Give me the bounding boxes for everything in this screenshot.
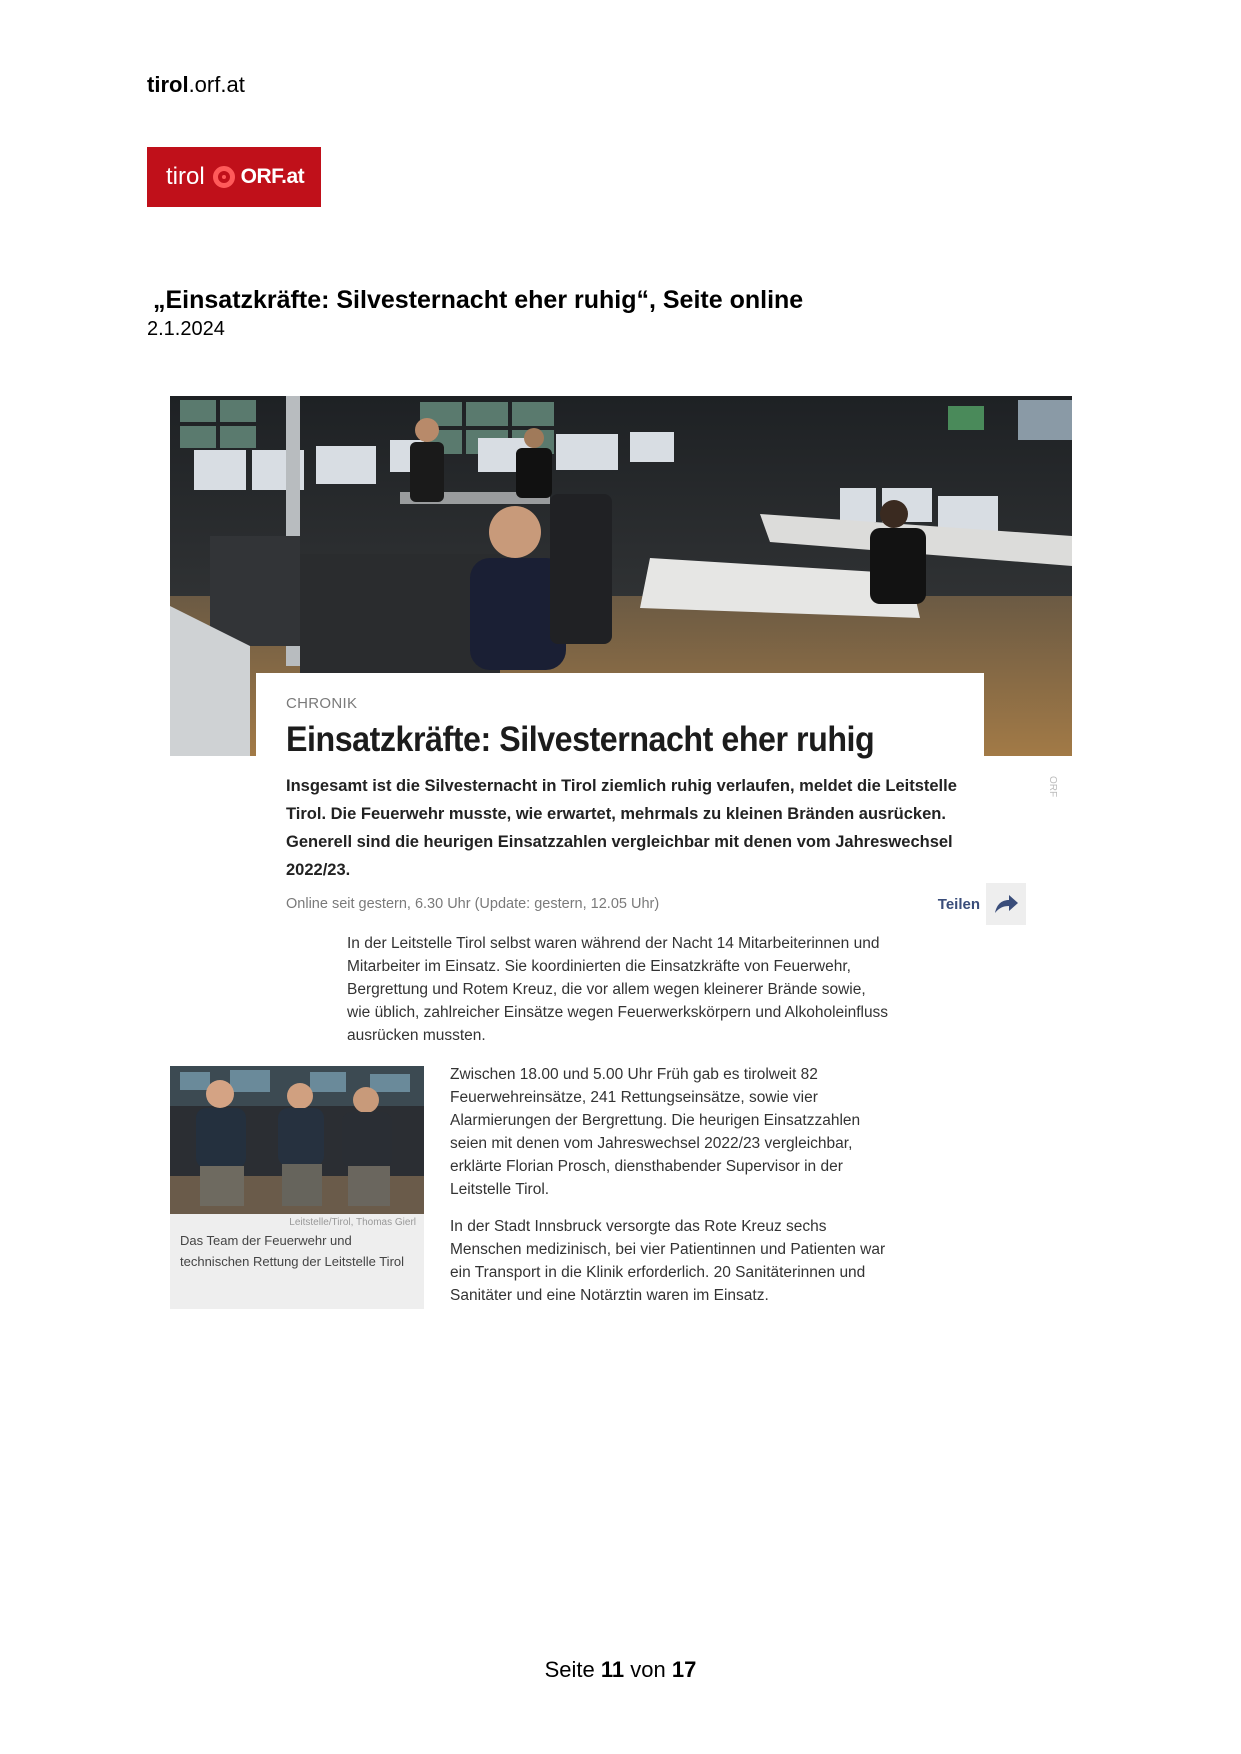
logo-orf: ORF.at xyxy=(240,165,305,188)
article-kicker: CHRONIK xyxy=(286,695,358,712)
share-arrow-icon xyxy=(986,883,1026,925)
article-paragraph: Zwischen 18.00 und 5.00 Uhr Früh gab es tirolweit 82 Feuerwehreinsätze, 241 Rettungseinsätze, sowie vier Alarmierungen der Bergrettung. Die heurigen Einsatzzahlen seien mit denen vom Jahreswechsel 2022/23 vergleichbar, erklärte Florian Prosch, diensthabender Supervisor in der Leitstelle Tirol. xyxy=(450,1066,861,1198)
article-card xyxy=(256,673,984,933)
share-button[interactable] xyxy=(938,883,1026,925)
article-headline: Einsatzkräfte: Silvesternacht eher ruhig xyxy=(286,720,875,759)
footer-page-number: 11 xyxy=(600,1657,625,1682)
photo-caption: Das Team der Feuerwehr und technischen Rettung der Leitstelle Tirol xyxy=(180,1233,405,1269)
page-footer xyxy=(0,1657,1241,1683)
document-title: „Einsatzkräfte: Silvesternacht eher ruhig“, Seite online xyxy=(153,286,804,314)
photo-caption-box xyxy=(170,1214,424,1309)
team-image xyxy=(170,1066,424,1214)
share-label: Teilen xyxy=(937,895,980,913)
footer-page-total: 17 xyxy=(671,1657,697,1682)
article-paragraph: In der Stadt Innsbruck versorgte das Rote Kreuz sechs Menschen medizinisch, bei vier Patientinnen und Patienten war ein Transport in die Klinik erforderlich. 20 Sanitäterinnen und Sanitäter und eine Notärztin waren im Einsatz. xyxy=(450,1218,886,1304)
site-name xyxy=(147,72,245,98)
site-name-rest: .orf.at xyxy=(188,72,245,97)
footer-middle: von xyxy=(630,1657,666,1682)
hero-photo-credit: ORF xyxy=(1047,776,1058,798)
footer-prefix: Seite xyxy=(544,1657,595,1682)
logo-region: tirol xyxy=(166,163,205,190)
site-name-bold: tirol xyxy=(147,72,189,97)
article-clipping xyxy=(170,396,1072,1336)
orf-logo xyxy=(147,147,321,207)
team-photo xyxy=(170,1066,424,1214)
article-lead: Insgesamt ist die Silvesternacht in Tirol ziemlich ruhig verlaufen, meldet die Leitstelle Tirol. Die Feuerwehr musste, wie erwartet, mehrmals zu kleinen Bränden ausrücken. Generell sind die heurigen Einsatzzahlen vergleichbar mit denen vom Jahreswechsel 2022/23. xyxy=(286,777,957,880)
article-timestamp: Online seit gestern, 6.30 Uhr (Update: gestern, 12.05 Uhr) xyxy=(286,896,660,912)
article-paragraph: In der Leitstelle Tirol selbst waren während der Nacht 14 Mitarbeiterinnen und Mitarbeiter im Einsatz. Sie koordinierten die Einsatzkräfte von Feuerwehr, Bergrettung und Rotem Kreuz, die vor allem wegen kleinerer Brände sowie, wie üblich, zahlreicher Einsätze wegen Feuerwerkskörpern und Alkoholeinfluss ausrücken mussten. xyxy=(347,935,889,1044)
orf-ring-icon xyxy=(213,166,235,188)
article-meta-row xyxy=(286,883,1026,925)
document-date: 2.1.2024 xyxy=(147,318,225,340)
photo-credit: Leitstelle/Tirol, Thomas Gierl xyxy=(289,1217,416,1228)
